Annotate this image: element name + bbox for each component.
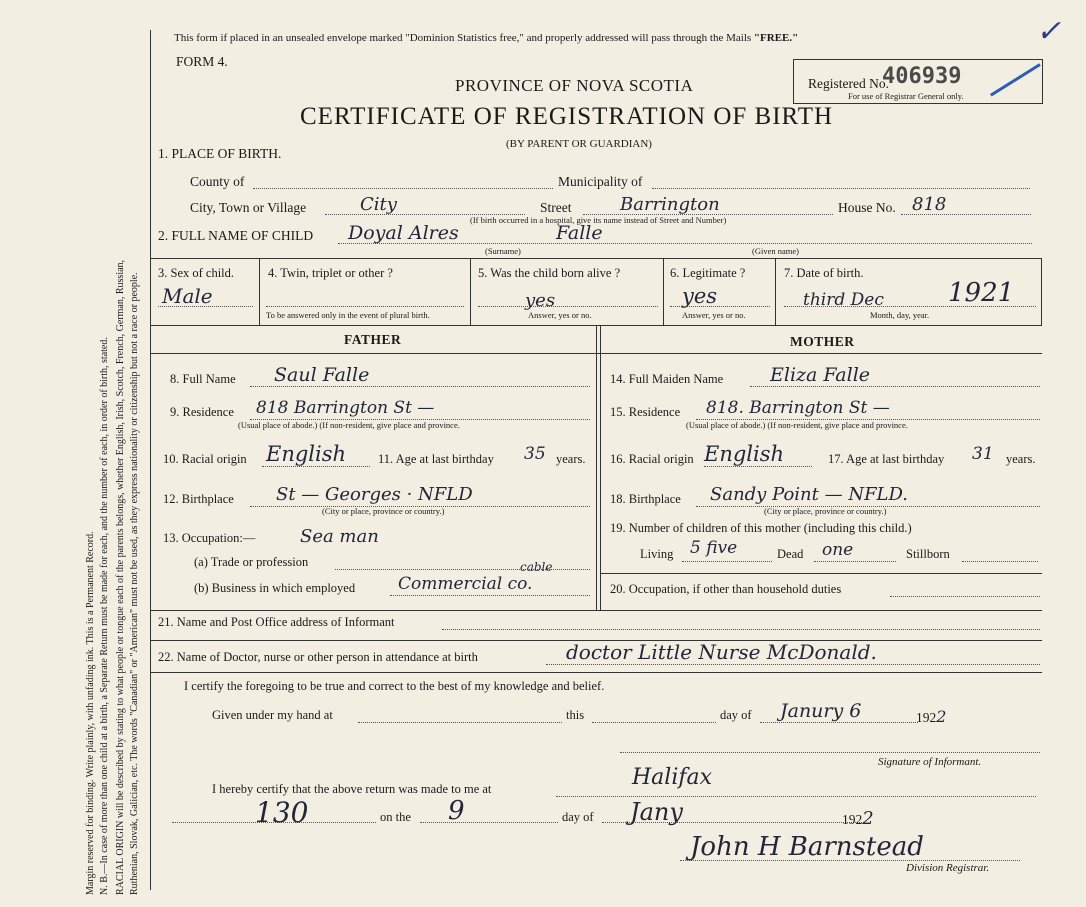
form-number: FORM 4. (176, 54, 228, 69)
father-age-value: 35 (524, 444, 546, 464)
check-mark: ✓ (1036, 15, 1062, 48)
left-border (150, 30, 151, 890)
margin-note-1: Margin reserved for binding. Write plainly, with unfading ink. This is a Permanent Record. (85, 531, 96, 895)
child-surname-value: Falle (556, 222, 603, 244)
mother-racial-label: 16. Racial origin (610, 452, 694, 466)
street-value: Barrington (620, 194, 720, 215)
this-label: this (566, 708, 585, 722)
legit-note: Answer, yes or no. (682, 310, 746, 320)
certificate-subtitle: (BY PARENT OR GUARDIAN) (506, 138, 652, 150)
mother-birthplace-value: Sandy Point — NFLD. (710, 484, 909, 505)
mother-age-value: 31 (972, 444, 994, 464)
registered-box (793, 59, 1043, 104)
city-value: City (360, 194, 397, 215)
margin-note-4: Ruthenian, Slovak, Galician, etc. The words "Canadian" or "American" must not be used, as they express nationality or citizenship but not a race or people. (129, 272, 140, 895)
mother-name-label: 14. Full Maiden Name (610, 372, 724, 386)
reg-year: 1922 (842, 808, 874, 829)
on-the-label: on the (380, 810, 411, 824)
business-extra: cable (520, 560, 553, 574)
father-racial-value: English (266, 442, 347, 466)
sex-value: Male (162, 284, 213, 308)
reg-day-value: 9 (448, 796, 465, 826)
mother-birthplace-label: 18. Birthplace (610, 492, 681, 506)
father-name-label: 8. Full Name (170, 372, 236, 386)
mail-note: This form if placed in an unsealed envelope marked "Dominion Statistics free," and properly addressed will pass through the Mails "FREE." (174, 32, 799, 44)
children-label: 19. Number of children of this mother (including this child.) (610, 521, 912, 535)
surname-caption: (Surname) (485, 246, 521, 256)
alive-note: Answer, yes or no. (528, 310, 592, 320)
house-value: 818 (912, 194, 947, 215)
mother-heading: MOTHER (790, 334, 855, 349)
birthdate-note: Month, day, year. (870, 310, 930, 320)
twin-label: 4. Twin, triplet or other ? (268, 266, 393, 280)
legit-value: yes (682, 284, 718, 308)
mother-residence-label: 15. Residence (610, 405, 681, 419)
division-registrar-caption: Division Registrar. (906, 862, 990, 874)
father-occupation-label: 13. Occupation:— (163, 531, 256, 545)
blue-pencil-stroke (990, 63, 1041, 96)
father-heading: FATHER (344, 332, 402, 347)
reg-number-value: 130 (255, 796, 309, 829)
mother-name-value: Eliza Falle (770, 364, 871, 386)
alive-label: 5. Was the child born alive ? (478, 266, 621, 280)
father-residence-note: (Usual place of abode.) (If non-resident, give place and province. (238, 420, 460, 430)
father-age-label: 11. Age at last birthday (378, 452, 494, 466)
certify-statement: I certify the foregoing to be true and correct to the best of my knowledge and belief. (184, 679, 605, 693)
given-under-label: Given under my hand at (212, 708, 333, 722)
mother-birthplace-note: (City or place, province or country.) (764, 506, 887, 516)
father-birthplace-value: St — Georges · NFLD (276, 484, 473, 505)
birthdate-label: 7. Date of birth. (784, 266, 864, 280)
informant-signature-caption: Signature of Informant. (878, 756, 982, 768)
mother-residence-note: (Usual place of abode.) (If non-resident, give place and province. (686, 420, 908, 430)
father-birthplace-label: 12. Birthplace (163, 492, 234, 506)
reg-month-value: Jany (630, 798, 683, 826)
registered-number: 406939 (882, 64, 962, 89)
father-name-value: Saul Falle (274, 364, 370, 386)
birthdate-value: third Dec (803, 290, 884, 310)
certificate-title: CERTIFICATE OF REGISTRATION OF BIRTH (300, 103, 834, 130)
city-label: City, Town or Village (190, 200, 307, 215)
father-residence-value: 818 Barrington St — (256, 398, 435, 418)
father-birthplace-note: (City or place, province or country.) (322, 506, 445, 516)
county-label: County of (190, 174, 245, 189)
margin-note-3: RACIAL ORIGIN will be described by stating to what people or tongue each of the parents belongs, whether English, Irish, Scotch, French, German, Russian, (115, 259, 126, 895)
business-label: (b) Business in which employed (194, 581, 356, 595)
street-note: (If birth occurred in a hospital, give its name instead of Street and Number) (470, 215, 727, 225)
municipality-label: Municipality of (558, 174, 643, 189)
given-year: 1922 (916, 707, 947, 726)
father-years-label: years. (556, 452, 586, 466)
doctor-label: 22. Name of Doctor, nurse or other person in attendance at birth (158, 650, 478, 664)
informant-label: 21. Name and Post Office address of Informant (158, 615, 395, 629)
day-of-label: day of (720, 708, 752, 722)
doctor-value: doctor Little Nurse McDonald. (566, 640, 877, 664)
margin-note-2: N. B.—In case of more than one child at a birth, a Separate Return must be made for each, and the number of each, in order of birth, stated. (99, 337, 110, 895)
hereby-certify: I hereby certify that the above return was made to me at (212, 782, 492, 796)
reg-day-of-label: day of (562, 810, 594, 824)
dead-value: one (822, 540, 854, 560)
sex-label: 3. Sex of child. (158, 266, 235, 280)
child-name-label: 2. FULL NAME OF CHILD (158, 228, 314, 243)
dead-label: Dead (777, 547, 804, 561)
street-label: Street (540, 200, 572, 215)
certify-place-value: Halifax (632, 765, 713, 790)
mother-age-label: 17. Age at last birthday (828, 452, 945, 466)
given-caption: (Given name) (752, 246, 799, 256)
trade-label: (a) Trade or profession (194, 555, 309, 569)
birthyear-value: 1921 (948, 278, 1015, 308)
mother-racial-value: English (704, 442, 785, 466)
twin-note: To be answered only in the event of plural birth. (266, 310, 430, 320)
registrar-signature: John H Barnstead (690, 832, 924, 862)
house-label: House No. (838, 200, 896, 215)
given-date-value: Janury 6 (780, 700, 862, 722)
province-heading: PROVINCE OF NOVA SCOTIA (455, 76, 694, 95)
father-residence-label: 9. Residence (170, 405, 234, 419)
child-given-value: Doyal Alres (348, 222, 459, 244)
mother-years-label: years. (1006, 452, 1036, 466)
place-heading: 1. PLACE OF BIRTH. (158, 146, 282, 161)
living-label: Living (640, 547, 674, 561)
father-occupation-value: Sea man (300, 526, 379, 547)
registrar-general-note: For use of Registrar General only. (848, 91, 964, 101)
stillborn-label: Stillborn (906, 547, 950, 561)
mother-occupation-label: 20. Occupation, if other than household duties (610, 582, 842, 596)
registered-label: Registered No. (808, 76, 889, 91)
alive-value: yes (525, 290, 556, 311)
business-value: Commercial co. (398, 574, 533, 594)
father-racial-label: 10. Racial origin (163, 452, 247, 466)
mother-residence-value: 818. Barrington St — (706, 398, 890, 418)
living-value: 5 five (690, 538, 738, 558)
legit-label: 6. Legitimate ? (670, 266, 746, 280)
